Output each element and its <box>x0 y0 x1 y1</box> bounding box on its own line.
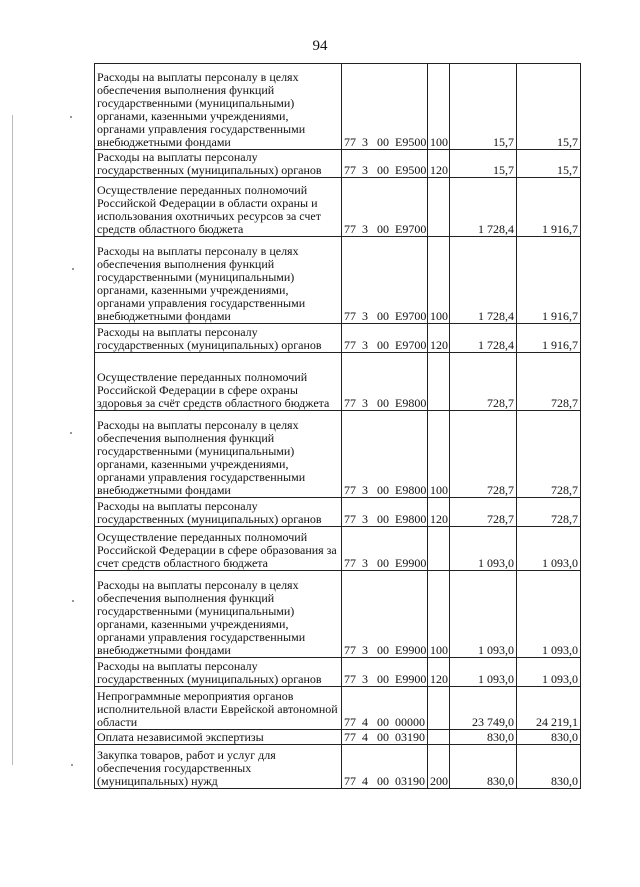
row-vr <box>428 178 450 237</box>
row-code: 77 3 00 Е9700 <box>342 237 428 324</box>
table-row <box>95 571 581 658</box>
row-sum-1: 1 728,4 <box>450 324 517 353</box>
row-description: Расходы на выплаты персоналу в целях обеспечения выполнения функций государственными (муниципальными) органами, казенными учреждениями, органами управления государственными внебюджетными фондами <box>95 64 342 150</box>
row-code: 77 3 00 Е9800 <box>342 411 428 498</box>
scan-speck <box>71 764 73 766</box>
margin-line <box>12 115 13 765</box>
row-code: 77 3 00 Е9700 <box>342 324 428 353</box>
row-code: 77 3 00 Е9900 <box>342 527 428 571</box>
row-vr <box>428 730 450 745</box>
row-description: Осуществление переданных полномочий Российской Федерации в области охраны и использования охотничьих ресурсов за счет средств областного бюджета <box>95 178 342 237</box>
table-row <box>95 64 581 150</box>
row-description: Осуществление переданных полномочий Российской Федерации в сфере охраны здоровья за счёт средств областного бюджета <box>95 353 342 411</box>
row-description: Закупка товаров, работ и услуг для обеспечения государственных (муниципальных) нужд <box>95 745 342 789</box>
row-vr: 120 <box>428 150 450 178</box>
row-description: Расходы на выплаты персоналу государственных (муниципальных) органов <box>95 658 342 687</box>
row-description: Расходы на выплаты персоналу в целях обеспечения выполнения функций государственными (муниципальными) органами, казенными учреждениями, органами управления государственными внебюджетными фондами <box>95 571 342 658</box>
table-row <box>95 527 581 571</box>
row-code: 77 4 00 03190 <box>342 730 428 745</box>
table-row <box>95 411 581 498</box>
table-row <box>95 150 581 178</box>
row-vr: 120 <box>428 324 450 353</box>
row-vr: 120 <box>428 498 450 527</box>
row-sum-2: 1 916,7 <box>517 178 581 237</box>
scan-speck <box>72 268 74 270</box>
table-row <box>95 658 581 687</box>
table-row <box>95 178 581 237</box>
table-row <box>95 687 581 730</box>
row-description: Расходы на выплаты персоналу в целях обеспечения выполнения функций государственными (муниципальными) органами, казенными учреждениями, органами управления государственными внебюджетными фондами <box>95 411 342 498</box>
table-row <box>95 353 581 411</box>
table-row <box>95 745 581 789</box>
table-row <box>95 237 581 324</box>
row-code: 77 3 00 Е9900 <box>342 658 428 687</box>
row-sum-1: 1 728,4 <box>450 178 517 237</box>
row-code: 77 3 00 Е9500 <box>342 64 428 150</box>
row-vr: 120 <box>428 658 450 687</box>
row-description: Оплата независимой экспертизы <box>95 730 342 745</box>
row-sum-1: 728,7 <box>450 498 517 527</box>
row-description: Осуществление переданных полномочий Российской Федерации в сфере образования за счет средств областного бюджета <box>95 527 342 571</box>
row-code: 77 3 00 Е9900 <box>342 571 428 658</box>
row-description: Расходы на выплаты персоналу государственных (муниципальных) органов <box>95 324 342 353</box>
row-sum-1: 830,0 <box>450 745 517 789</box>
row-description: Расходы на выплаты персоналу государственных (муниципальных) органов <box>95 498 342 527</box>
row-sum-1: 728,7 <box>450 353 517 411</box>
row-description: Расходы на выплаты персоналу в целях обеспечения выполнения функций государственными (муниципальными) органами, казенными учреждениями, органами управления государственными внебюджетными фондами <box>95 237 342 324</box>
row-code: 77 3 00 Е9800 <box>342 498 428 527</box>
row-vr: 100 <box>428 64 450 150</box>
row-sum-2: 24 219,1 <box>517 687 581 730</box>
row-sum-1: 15,7 <box>450 150 517 178</box>
row-sum-1: 1 093,0 <box>450 527 517 571</box>
row-code: 77 3 00 Е9800 <box>342 353 428 411</box>
row-vr <box>428 353 450 411</box>
row-sum-2: 1 093,0 <box>517 658 581 687</box>
table-row <box>95 730 581 745</box>
row-sum-2: 1 916,7 <box>517 237 581 324</box>
row-sum-1: 15,7 <box>450 64 517 150</box>
row-sum-2: 830,0 <box>517 730 581 745</box>
table-row <box>95 498 581 527</box>
scan-speck <box>72 600 74 602</box>
row-sum-2: 1 093,0 <box>517 571 581 658</box>
row-sum-1: 1 093,0 <box>450 658 517 687</box>
row-sum-1: 1 728,4 <box>450 237 517 324</box>
row-sum-2: 830,0 <box>517 745 581 789</box>
row-code: 77 4 00 00000 <box>342 687 428 730</box>
row-code: 77 3 00 Е9700 <box>342 178 428 237</box>
row-description: Расходы на выплаты персоналу государственных (муниципальных) органов <box>95 150 342 178</box>
budget-table <box>94 63 581 789</box>
scan-speck <box>70 116 72 118</box>
row-sum-2: 728,7 <box>517 411 581 498</box>
scan-speck <box>70 432 72 434</box>
row-sum-2: 15,7 <box>517 150 581 178</box>
row-sum-1: 728,7 <box>450 411 517 498</box>
row-vr: 100 <box>428 237 450 324</box>
row-sum-1: 830,0 <box>450 730 517 745</box>
row-vr <box>428 687 450 730</box>
row-sum-2: 15,7 <box>517 64 581 150</box>
row-code: 77 3 00 Е9500 <box>342 150 428 178</box>
row-sum-2: 1 093,0 <box>517 527 581 571</box>
row-vr: 100 <box>428 411 450 498</box>
row-vr: 100 <box>428 571 450 658</box>
row-sum-2: 1 916,7 <box>517 324 581 353</box>
row-code: 77 4 00 03190 <box>342 745 428 789</box>
row-description: Непрограммные мероприятия органов исполнительной власти Еврейской автономной области <box>95 687 342 730</box>
table-row <box>95 324 581 353</box>
row-vr <box>428 527 450 571</box>
budget-table-body <box>95 64 581 789</box>
row-sum-1: 23 749,0 <box>450 687 517 730</box>
page-number: 94 <box>312 38 328 54</box>
row-vr: 200 <box>428 745 450 789</box>
row-sum-2: 728,7 <box>517 353 581 411</box>
row-sum-2: 728,7 <box>517 498 581 527</box>
row-sum-1: 1 093,0 <box>450 571 517 658</box>
